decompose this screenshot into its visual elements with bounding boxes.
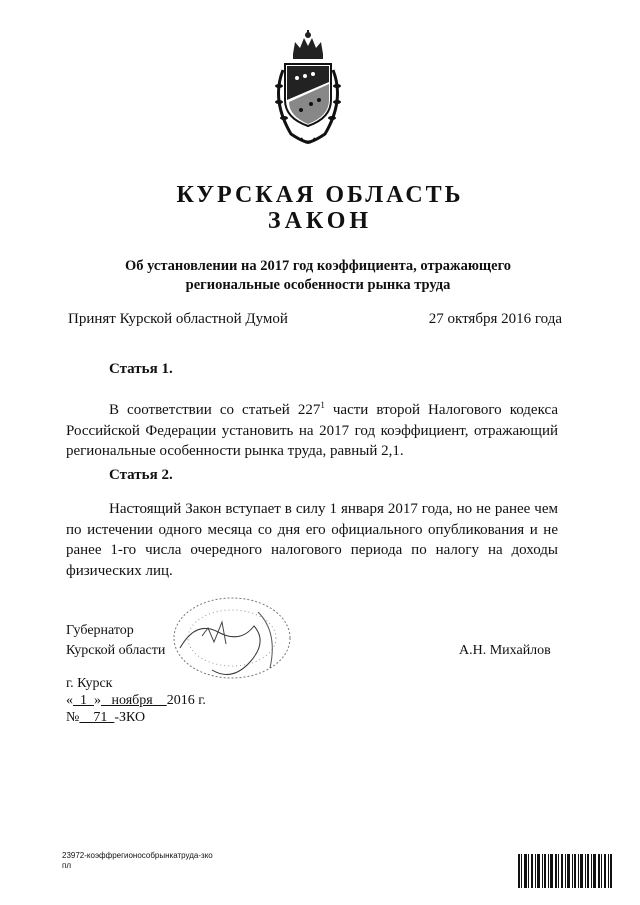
region-title: КУРСКАЯ ОБЛАСТЬ: [176, 182, 464, 208]
article-1-text-start: В соответствии со статьей 227: [109, 402, 321, 418]
coat-of-arms-emblem: [267, 30, 349, 148]
position-line-2: Курской области: [66, 643, 166, 658]
initials: пл: [62, 861, 71, 870]
article-2-title: Статья 2.: [109, 467, 173, 483]
signature-position: [66, 621, 165, 661]
article-1-text-end: части второй Налогового кодекса Российской Федерации установить на 2017 год коэффициент, отражающий региональные особенности рынка труда, равный 2,1.: [66, 402, 558, 459]
date-quote-close: »: [94, 693, 101, 708]
position-line-1: Губернатор: [66, 623, 134, 638]
adoption-date: 27 октября 2016 года: [428, 311, 562, 327]
law-subject: [90, 257, 546, 295]
official-stamp-signature: [166, 592, 302, 688]
number-sign: №: [66, 710, 80, 725]
law-number: [66, 708, 145, 728]
adopted-by: Принят Курской областной Думой: [68, 311, 288, 327]
number-value: 71: [93, 710, 108, 725]
article-1-title: Статья 1.: [109, 361, 173, 377]
article-2-text: Настоящий Закон вступает в силу 1 января 2017 года, но не ранее чем по истечении одного месяца со дня его официального опубликования и не ранее 1-го числа очередного налогового периода по налогу на доходы физических лиц.: [66, 501, 558, 579]
footer-file-id: [62, 851, 213, 871]
date-quote-open: «: [66, 693, 73, 708]
document-type-title: ЗАКОН: [267, 208, 373, 234]
date-day: 1: [80, 693, 87, 708]
date-year: 2016 г.: [166, 693, 206, 708]
number-suffix: -ЗКО: [114, 710, 146, 725]
city: г. Курск: [66, 676, 113, 691]
barcode-image: [518, 854, 612, 888]
article-1-text: [66, 395, 558, 462]
date-month: ноября: [111, 693, 153, 708]
file-id: 23972-коэффрегионособрынкатруда-зко: [62, 851, 213, 860]
article-superscript: 1: [320, 400, 325, 410]
law-subject-line-2: региональные особенности рынка труда: [185, 277, 451, 293]
law-subject-line-1: Об установлении на 2017 год коэффициента, отражающего: [124, 258, 512, 274]
governor-name: А.Н. Михайлов: [459, 643, 551, 658]
